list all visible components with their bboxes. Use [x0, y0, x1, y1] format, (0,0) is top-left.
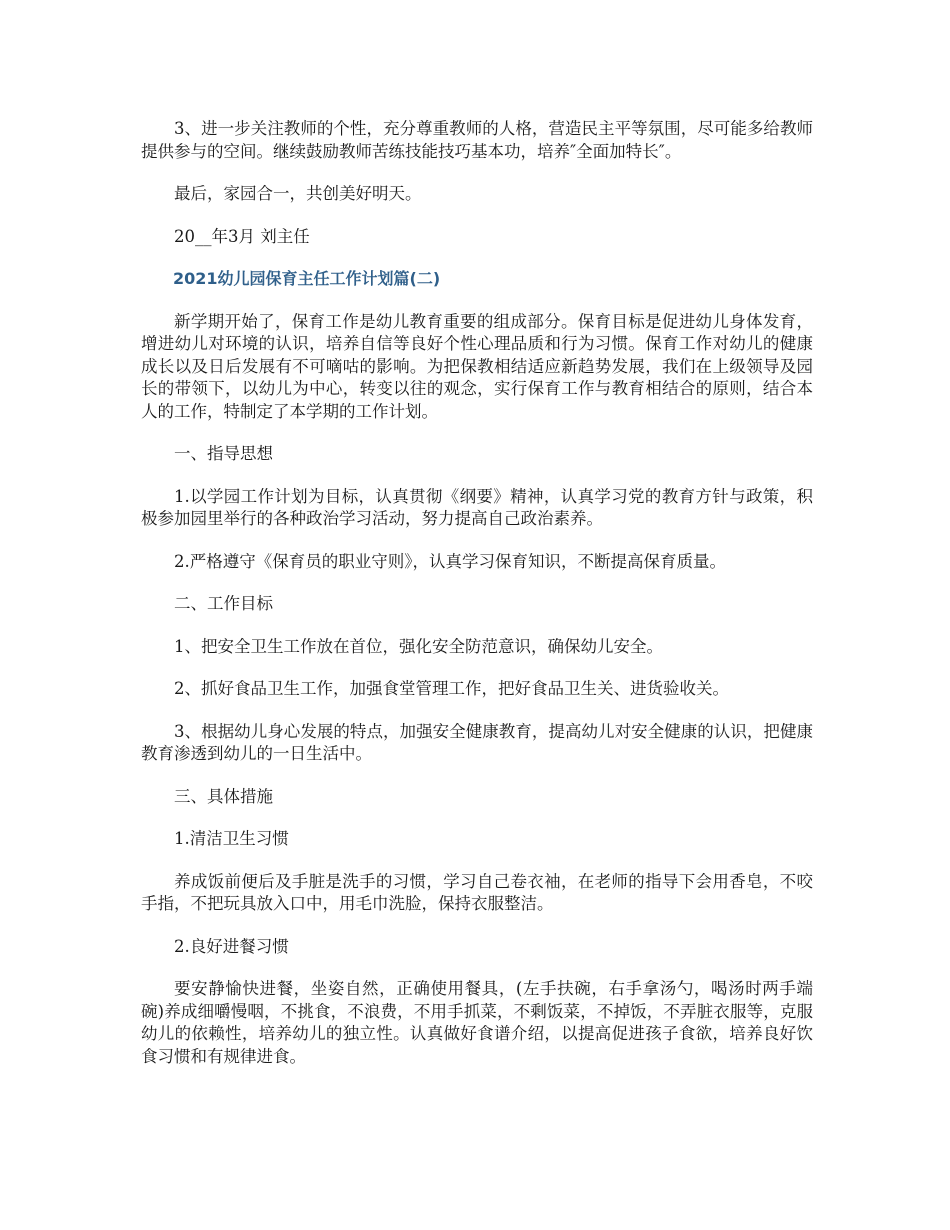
paragraph-teacher-individuality: 3、进一步关注教师的个性，充分尊重教师的人格，营造民主平等氛围，尽可能多给教师提供参与的空间。继续鼓励教师苦练技能技巧基本功，培养″全面加特长″。 — [141, 119, 813, 161]
paragraph-intro: 新学期开始了，保育工作是幼儿教育重要的组成部分。保育目标是促进幼儿身体发育，增进幼儿对环境的认识，培养自信等良好个性心理品质和行为习惯。保育工作对幼儿的健康成长以及日后发展有不可嘀咕的影响。为把保教相结适应新趋势发展，我们在上级领导及园长的带领下，以幼儿为中心，转变以往的观念，实行保育工作与教育相结合的原则，结合本人的工作，特制定了本学期的工作计划。 — [141, 311, 813, 421]
paragraph-eating-habits: 要安静愉快进餐，坐姿自然，正确使用餐具，(左手扶碗，右手拿汤勺，喝汤时两手端碗)养成细嚼慢咽，不挑食，不浪费，不用手抓菜，不剩饭菜，不掉饭，不弄脏衣服等，克服幼儿的依赖性，培养幼儿的独立性。认真做好食谱介绍，以提高促进孩子食欲，培养良好饮食习惯和有规律进食。 — [141, 979, 813, 1066]
subheading-eating-habits: 2.良好进餐习惯 — [174, 936, 289, 956]
paragraph-guiding-2: 2.严格遵守《保育员的职业守则》，认真学习保育知识，不断提高保育质量。 — [174, 551, 726, 571]
subheading-hygiene-habits: 1.清洁卫生习惯 — [174, 829, 289, 848]
paragraph-closing: 最后，家园合一，共创美好明天。 — [174, 184, 422, 203]
paragraph-goal-3: 3、根据幼儿身心发展的特点，加强安全健康教育，提高幼儿对安全健康的认识，把健康教育渗透到幼儿的一日生活中。 — [141, 721, 813, 763]
subheading-work-goals: 二、工作目标 — [174, 594, 273, 613]
document-body — [141, 118, 813, 1088]
paragraph-goal-2: 2、抓好食品卫生工作，加强食堂管理工作，把好食品卫生关、进货验收关。 — [174, 679, 729, 698]
paragraph-guiding-1: 1.以学园工作计划为目标，认真贯彻《纲要》精神，认真学习党的教育方针与政策，积极参加园里举行的各种政治学习活动，努力提高自己政治素养。 — [141, 486, 813, 528]
subheading-guiding-thought: 一、指导思想 — [174, 444, 273, 463]
signature-line: 20__年3月 刘主任 — [174, 226, 310, 246]
section-title: 2021幼儿园保育主任工作计划篇(二) — [173, 269, 441, 288]
paragraph-hygiene-habits: 养成饭前便后及手脏是洗手的习惯，学习自己卷衣袖，在老师的指导下会用香皂，不咬手指，不把玩具放入口中，用毛巾洗脸，保持衣服整洁。 — [141, 871, 813, 913]
paragraph-goal-1: 1、把安全卫生工作放在首位，强化安全防范意识，确保幼儿安全。 — [174, 636, 663, 656]
subheading-measures: 三、具体措施 — [174, 786, 273, 806]
